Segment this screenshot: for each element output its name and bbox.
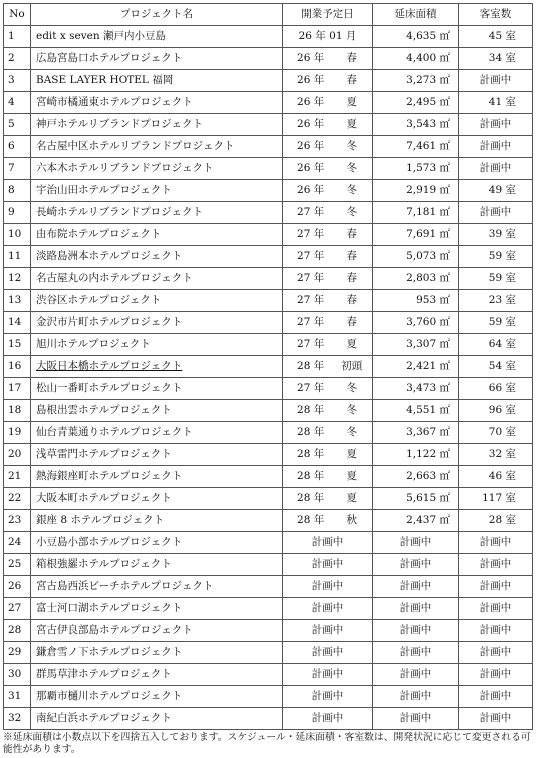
room-count: 計画中 [459,114,533,136]
opening-year: 26 年 [297,74,325,86]
project-name: 由布院ホテルプロジェクト [31,224,283,246]
floor-area: 3,273 ㎡ [373,70,459,92]
floor-area: 計画中 [373,554,459,576]
project-name: edit x seven 瀬戸内小豆島 [31,26,283,48]
floor-area: 計画中 [373,686,459,708]
opening-date [283,488,373,510]
floor-area: 1,573 ㎡ [373,158,459,180]
opening-season: 夏 [346,338,358,350]
table-row [4,246,533,268]
opening-date [283,136,373,158]
table-row [4,26,533,48]
room-count: 64 室 [459,334,533,356]
opening-date [283,378,373,400]
room-count: 96 室 [459,400,533,422]
opening-season: 春 [346,52,358,64]
opening-year: 28 年 [297,360,325,372]
row-number: 27 [4,598,31,620]
project-name: 宮古伊良部島ホテルプロジェクト [31,620,283,642]
row-number: 19 [4,422,31,444]
table-row [4,290,533,312]
opening-date: 計画中 [283,708,373,730]
header-room-count: 客室数 [459,4,533,26]
room-count: 計画中 [459,686,533,708]
row-number: 28 [4,620,31,642]
opening-date [283,92,373,114]
floor-area: 7,181 ㎡ [373,202,459,224]
opening-date [283,180,373,202]
table-row [4,202,533,224]
room-count: 39 室 [459,224,533,246]
row-number: 3 [4,70,31,92]
opening-date [283,466,373,488]
floor-area: 計画中 [373,532,459,554]
floor-area: 計画中 [373,642,459,664]
footnote: ※延床面積は小数点以下を四捨五入しております。スケジュール・延床面積・客室数は、開発状況に応じて変更される可能性があります。 [3,732,531,755]
opening-date [283,510,373,532]
opening-season: 冬 [346,162,358,174]
table-row [4,334,533,356]
opening-season: 冬 [346,184,358,196]
room-count: 66 室 [459,378,533,400]
project-name: 金沢市片町ホテルプロジェクト [31,312,283,334]
project-name: 那覇市樋川ホテルプロジェクト [31,686,283,708]
table-row [4,92,533,114]
opening-date: 計画中 [283,532,373,554]
opening-season: 夏 [346,492,358,504]
floor-area: 3,307 ㎡ [373,334,459,356]
floor-area: 7,691 ㎡ [373,224,459,246]
opening-season: 秋 [346,514,358,526]
table-row [4,532,533,554]
opening-season: 夏 [346,118,358,130]
table-row [4,554,533,576]
opening-date [283,48,373,70]
room-count: 49 室 [459,180,533,202]
row-number: 32 [4,708,31,730]
opening-year: 28 年 [297,404,325,416]
project-name: 銀座 8 ホテルプロジェクト [31,510,283,532]
room-count: 計画中 [459,576,533,598]
room-count: 計画中 [459,620,533,642]
project-name: 大阪日本橋ホテルプロジェクト [31,356,283,378]
row-number: 8 [4,180,31,202]
project-name: 淡路島洲本ホテルプロジェクト [31,246,283,268]
project-name: 南紀白浜ホテルプロジェクト [31,708,283,730]
opening-year: 27 年 [297,228,325,240]
opening-date [283,400,373,422]
room-count: 41 室 [459,92,533,114]
table-row [4,620,533,642]
room-count: 計画中 [459,598,533,620]
opening-date [283,334,373,356]
table-row [4,510,533,532]
floor-area: 2,421 ㎡ [373,356,459,378]
room-count: 計画中 [459,158,533,180]
opening-year: 26 年 [297,140,325,152]
floor-area: 5,073 ㎡ [373,246,459,268]
header-project-name: プロジェクト名 [31,4,283,26]
project-name: 宇治山田ホテルプロジェクト [31,180,283,202]
opening-date: 計画中 [283,598,373,620]
row-number: 12 [4,268,31,290]
project-name: 神戸ホテルリブランドプロジェクト [31,114,283,136]
row-number: 14 [4,312,31,334]
opening-season: 冬 [346,404,358,416]
project-list-document [3,3,532,730]
project-name: 浅草雷門ホテルプロジェクト [31,444,283,466]
floor-area: 953 ㎡ [373,290,459,312]
floor-area: 2,437 ㎡ [373,510,459,532]
row-number: 24 [4,532,31,554]
floor-area: 4,635 ㎡ [373,26,459,48]
table-row [4,422,533,444]
table-row [4,268,533,290]
row-number: 11 [4,246,31,268]
floor-area: 5,615 ㎡ [373,488,459,510]
row-number: 30 [4,664,31,686]
floor-area: 4,551 ㎡ [373,400,459,422]
room-count: 計画中 [459,70,533,92]
opening-year: 27 年 [297,382,325,394]
table-row [4,664,533,686]
floor-area: 計画中 [373,664,459,686]
floor-area: 2,495 ㎡ [373,92,459,114]
project-name: 群馬草津ホテルプロジェクト [31,664,283,686]
project-name: 旭川ホテルプロジェクト [31,334,283,356]
opening-date [283,114,373,136]
opening-date: 計画中 [283,620,373,642]
opening-season: 春 [346,228,358,240]
floor-area: 1,122 ㎡ [373,444,459,466]
room-count: 計画中 [459,664,533,686]
project-name: 熱海銀座町ホテルプロジェクト [31,466,283,488]
room-count: 計画中 [459,708,533,730]
opening-year: 27 年 [297,206,325,218]
header-opening-date: 開業予定日 [283,4,373,26]
opening-date [283,268,373,290]
project-name: 小豆島小部ホテルプロジェクト [31,532,283,554]
opening-year: 26 年 [297,96,325,108]
table-row [4,642,533,664]
row-number: 23 [4,510,31,532]
room-count: 59 室 [459,268,533,290]
floor-area: 2,803 ㎡ [373,268,459,290]
project-name: 島根出雲ホテルプロジェクト [31,400,283,422]
opening-year: 27 年 [297,250,325,262]
floor-area: 計画中 [373,598,459,620]
row-number: 29 [4,642,31,664]
opening-year: 28 年 [297,470,325,482]
opening-season: 冬 [346,382,358,394]
floor-area: 計画中 [373,620,459,642]
opening-season: 夏 [346,448,358,460]
room-count: 計画中 [459,532,533,554]
table-row [4,136,533,158]
floor-area: 3,760 ㎡ [373,312,459,334]
project-name: 宮古島西浜ビーチホテルプロジェクト [31,576,283,598]
floor-area: 7,461 ㎡ [373,136,459,158]
room-count: 計画中 [459,554,533,576]
row-number: 18 [4,400,31,422]
room-count: 46 室 [459,466,533,488]
floor-area: 2,919 ㎡ [373,180,459,202]
floor-area: 2,663 ㎡ [373,466,459,488]
opening-date: 計画中 [283,664,373,686]
room-count: 59 室 [459,246,533,268]
floor-area: 3,473 ㎡ [373,378,459,400]
opening-date [283,70,373,92]
project-name: BASE LAYER HOTEL 福岡 [31,70,283,92]
table-row [4,312,533,334]
table-row [4,70,533,92]
table-row [4,400,533,422]
row-number: 1 [4,26,31,48]
project-name: 宮崎市橘通東ホテルプロジェクト [31,92,283,114]
opening-date [283,356,373,378]
opening-season: 初頭 [341,360,363,372]
opening-date [283,158,373,180]
project-name: 鎌倉雪ノ下ホテルプロジェクト [31,642,283,664]
table-row [4,158,533,180]
opening-season: 春 [346,294,358,306]
opening-date: 26 年 01 月 [283,26,373,48]
room-count: 34 室 [459,48,533,70]
opening-date [283,202,373,224]
table-row [4,224,533,246]
table-row [4,48,533,70]
row-number: 25 [4,554,31,576]
project-name: 松山一番町ホテルプロジェクト [31,378,283,400]
floor-area: 3,367 ㎡ [373,422,459,444]
opening-season: 春 [346,272,358,284]
floor-area: 計画中 [373,708,459,730]
project-table [3,3,533,730]
row-number: 21 [4,466,31,488]
opening-date [283,312,373,334]
row-number: 31 [4,686,31,708]
table-header-row [4,4,533,26]
opening-date [283,224,373,246]
row-number: 17 [4,378,31,400]
table-row [4,598,533,620]
floor-area: 3,543 ㎡ [373,114,459,136]
table-row [4,708,533,730]
table-body [4,26,533,730]
project-name: 名古屋中区ホテルリブランドプロジェクト [31,136,283,158]
opening-date: 計画中 [283,576,373,598]
project-name: 渋谷区ホテルプロジェクト [31,290,283,312]
opening-year: 27 年 [297,338,325,350]
row-number: 26 [4,576,31,598]
row-number: 9 [4,202,31,224]
row-number: 7 [4,158,31,180]
room-count: 54 室 [459,356,533,378]
table-row [4,114,533,136]
opening-season: 冬 [346,206,358,218]
table-row [4,576,533,598]
opening-season: 冬 [346,426,358,438]
project-name: 長崎ホテルリブランドプロジェクト [31,202,283,224]
opening-date [283,290,373,312]
opening-date [283,422,373,444]
floor-area: 4,400 ㎡ [373,48,459,70]
header-no: No [4,4,31,26]
room-count: 計画中 [459,202,533,224]
opening-season: 夏 [346,470,358,482]
opening-date: 計画中 [283,554,373,576]
room-count: 59 室 [459,312,533,334]
project-name: 名古屋丸の内ホテルプロジェクト [31,268,283,290]
opening-season: 春 [346,250,358,262]
row-number: 4 [4,92,31,114]
opening-year: 27 年 [297,316,325,328]
table-row [4,356,533,378]
room-count: 28 室 [459,510,533,532]
table-row [4,488,533,510]
opening-year: 27 年 [297,294,325,306]
project-name: 大阪本町ホテルプロジェクト [31,488,283,510]
opening-year: 27 年 [297,272,325,284]
opening-year: 28 年 [297,492,325,504]
room-count: 32 室 [459,444,533,466]
table-row [4,466,533,488]
row-number: 22 [4,488,31,510]
header-floor-area: 延床面積 [373,4,459,26]
row-number: 16 [4,356,31,378]
opening-season: 春 [346,316,358,328]
table-row [4,180,533,202]
row-number: 15 [4,334,31,356]
opening-year: 26 年 [297,52,325,64]
room-count: 117 室 [459,488,533,510]
opening-season: 冬 [346,140,358,152]
opening-year: 28 年 [297,426,325,438]
project-name: 広島宮島口ホテルプロジェクト [31,48,283,70]
row-number: 2 [4,48,31,70]
row-number: 20 [4,444,31,466]
row-number: 13 [4,290,31,312]
opening-year: 28 年 [297,514,325,526]
opening-date [283,246,373,268]
opening-date: 計画中 [283,686,373,708]
row-number: 5 [4,114,31,136]
opening-year: 28 年 [297,448,325,460]
opening-season: 春 [346,74,358,86]
room-count: 23 室 [459,290,533,312]
project-name: 仙台青葉通りホテルプロジェクト [31,422,283,444]
row-number: 10 [4,224,31,246]
table-row [4,444,533,466]
room-count: 計画中 [459,642,533,664]
opening-date [283,444,373,466]
opening-season: 夏 [346,96,358,108]
table-row [4,686,533,708]
room-count: 45 室 [459,26,533,48]
project-name: 箱根強羅ホテルプロジェクト [31,554,283,576]
opening-year: 26 年 [297,184,325,196]
opening-year: 26 年 [297,162,325,174]
table-row [4,378,533,400]
room-count: 計画中 [459,136,533,158]
opening-year: 26 年 [297,118,325,130]
room-count: 70 室 [459,422,533,444]
project-name: 富士河口湖ホテルプロジェクト [31,598,283,620]
project-name: 六本木ホテルリブランドプロジェクト [31,158,283,180]
opening-date: 計画中 [283,642,373,664]
floor-area: 計画中 [373,576,459,598]
row-number: 6 [4,136,31,158]
